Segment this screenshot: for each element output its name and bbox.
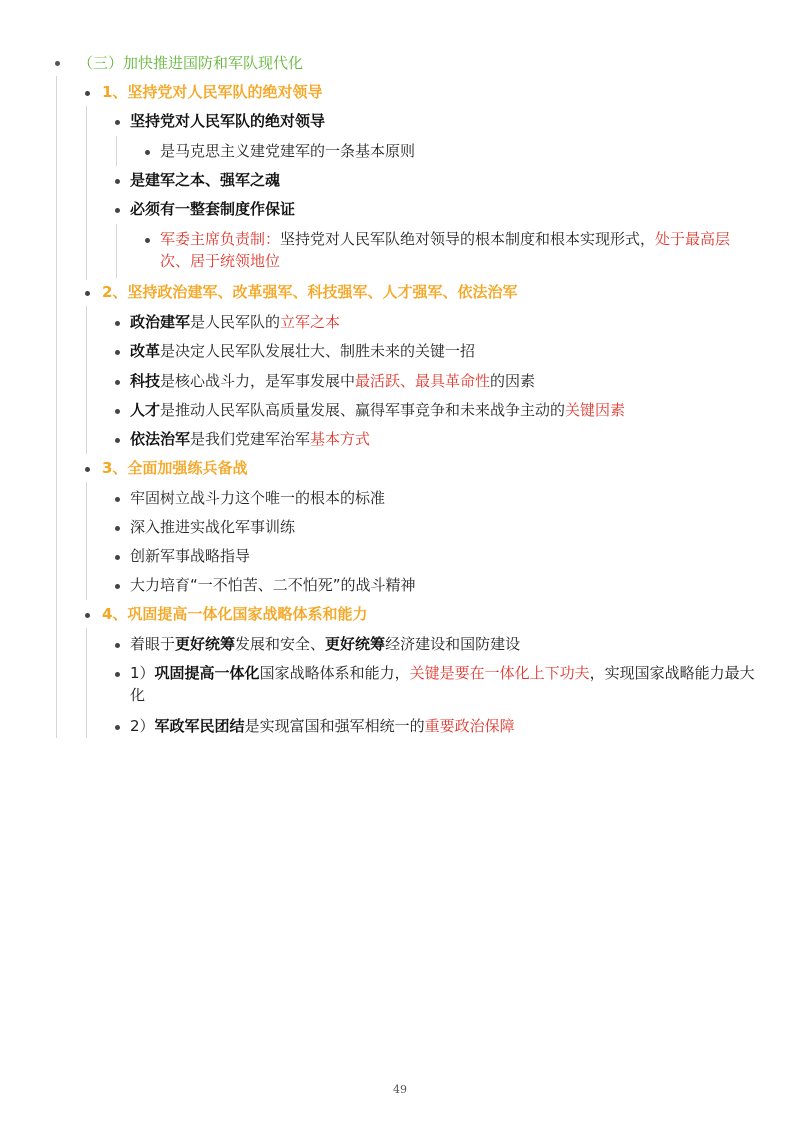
bullet-dot-icon (145, 238, 150, 243)
bullet-dot-icon (85, 291, 90, 296)
item-bold: 政治建军 (130, 313, 191, 331)
bullet-dot-icon (145, 150, 150, 155)
item-bold: 人才 (130, 401, 161, 419)
bullet-dot-icon (115, 120, 120, 125)
subsection-title: 3、全面加强练兵备战 (102, 459, 248, 477)
outline-guide-line (116, 136, 117, 166)
subsection-title: 2、坚持政治建军、改革强军、科技强军、人才强军、依法治军 (102, 283, 518, 301)
list-item (130, 428, 370, 450)
bullet-dot-icon (115, 643, 120, 648)
item-highlight: 关键因素 (565, 401, 626, 419)
section-title: （三）加快推进国防和军队现代化 (78, 54, 304, 72)
bullet-dot-icon (115, 526, 120, 531)
item-bold: 依法治军 (130, 430, 191, 448)
item-highlight: 处于最高层次、居于统领地位 (160, 230, 731, 270)
item-text: 国家战略体系和能力， (259, 664, 410, 682)
bullet-dot-icon (115, 380, 120, 385)
bullet-dot-icon (115, 497, 120, 502)
item-highlight: 关键是要在一体化上下功夫 (409, 664, 590, 682)
item-number: 2） (130, 717, 155, 735)
list-item: 深入推进实战化军事训练 (130, 518, 296, 536)
bullet-dot-icon (55, 61, 60, 66)
list-item (130, 340, 475, 362)
list-item: 创新军事战略指导 (130, 547, 251, 565)
item-tail: 的因素 (490, 372, 536, 390)
list-item: 大力培育“一不怕苦、二不怕死”的战斗精神 (130, 576, 416, 594)
item-bold: 巩固提高一体化 (154, 664, 260, 682)
item-text: 着眼于 (130, 635, 176, 653)
item-bold: 更好统筹 (175, 635, 236, 653)
item-bold: 改革 (130, 342, 161, 360)
list-item (130, 715, 515, 737)
bullet-dot-icon (85, 613, 90, 618)
item-highlight: 最活跃、最具革命性 (355, 372, 491, 390)
page-number: 49 (393, 1083, 407, 1096)
outline-guide-line (116, 224, 117, 278)
bullet-dot-icon (115, 725, 120, 730)
list-item (130, 311, 340, 333)
list-item (130, 399, 625, 421)
bullet-dot-icon (85, 467, 90, 472)
item-highlight: 重要政治保障 (424, 717, 515, 735)
item-highlight: 立军之本 (280, 313, 341, 331)
bullet-dot-icon (115, 350, 120, 355)
item-text: 是实现富国和强军相统一的 (244, 717, 425, 735)
list-item (130, 370, 535, 392)
bullet-dot-icon (115, 321, 120, 326)
bullet-dot-icon (115, 584, 120, 589)
item-tail: ，实现国家战略能力最大化 (130, 664, 755, 704)
list-item (130, 662, 760, 706)
item-label: 军委主席负责制： (160, 230, 281, 248)
item-text: 坚持党对人民军队绝对领导的根本制度和根本实现形式， (280, 230, 656, 248)
item-number: 1） (130, 664, 155, 682)
item-text: 是人民军队的 (190, 313, 281, 331)
item-text: 是推动人民军队高质量发展、赢得军事竞争和未来战争主动的 (160, 401, 566, 419)
bullet-dot-icon (115, 672, 120, 677)
item-text: 是我们党建军治军 (190, 430, 311, 448)
subsection-title: 1、坚持党对人民军队的绝对领导 (102, 83, 323, 101)
outline-guide-line (86, 628, 87, 738)
list-item (130, 633, 520, 655)
bullet-dot-icon (115, 438, 120, 443)
item-bold: 科技 (130, 372, 161, 390)
list-item (160, 228, 760, 272)
bullet-dot-icon (115, 179, 120, 184)
outline-guide-line (86, 306, 87, 454)
outline-guide-line (56, 76, 57, 738)
item-text: 是决定人民军队发展壮大、制胜未来的关键一招 (160, 342, 476, 360)
bullet-dot-icon (115, 555, 120, 560)
list-item: 是马克思主义建党建军的一条基本原则 (160, 142, 416, 160)
item-text: 经济建设和国防建设 (385, 635, 521, 653)
list-item: 坚持党对人民军队的绝对领导 (130, 112, 326, 130)
bullet-dot-icon (115, 208, 120, 213)
item-bold: 军政军民团结 (154, 717, 245, 735)
outline-guide-line (86, 106, 87, 280)
bullet-dot-icon (85, 91, 90, 96)
bullet-dot-icon (115, 409, 120, 414)
item-text: 是核心战斗力，是军事发展中 (160, 372, 356, 390)
item-text: 发展和安全、 (235, 635, 326, 653)
list-item: 牢固树立战斗力这个唯一的根本的标准 (130, 489, 386, 507)
outline-guide-line (86, 482, 87, 600)
list-item: 是建军之本、强军之魂 (130, 171, 281, 189)
list-item: 必须有一整套制度作保证 (130, 200, 296, 218)
item-highlight: 基本方式 (310, 430, 371, 448)
subsection-title: 4、巩固提高一体化国家战略体系和能力 (102, 605, 368, 623)
item-bold: 更好统筹 (325, 635, 386, 653)
